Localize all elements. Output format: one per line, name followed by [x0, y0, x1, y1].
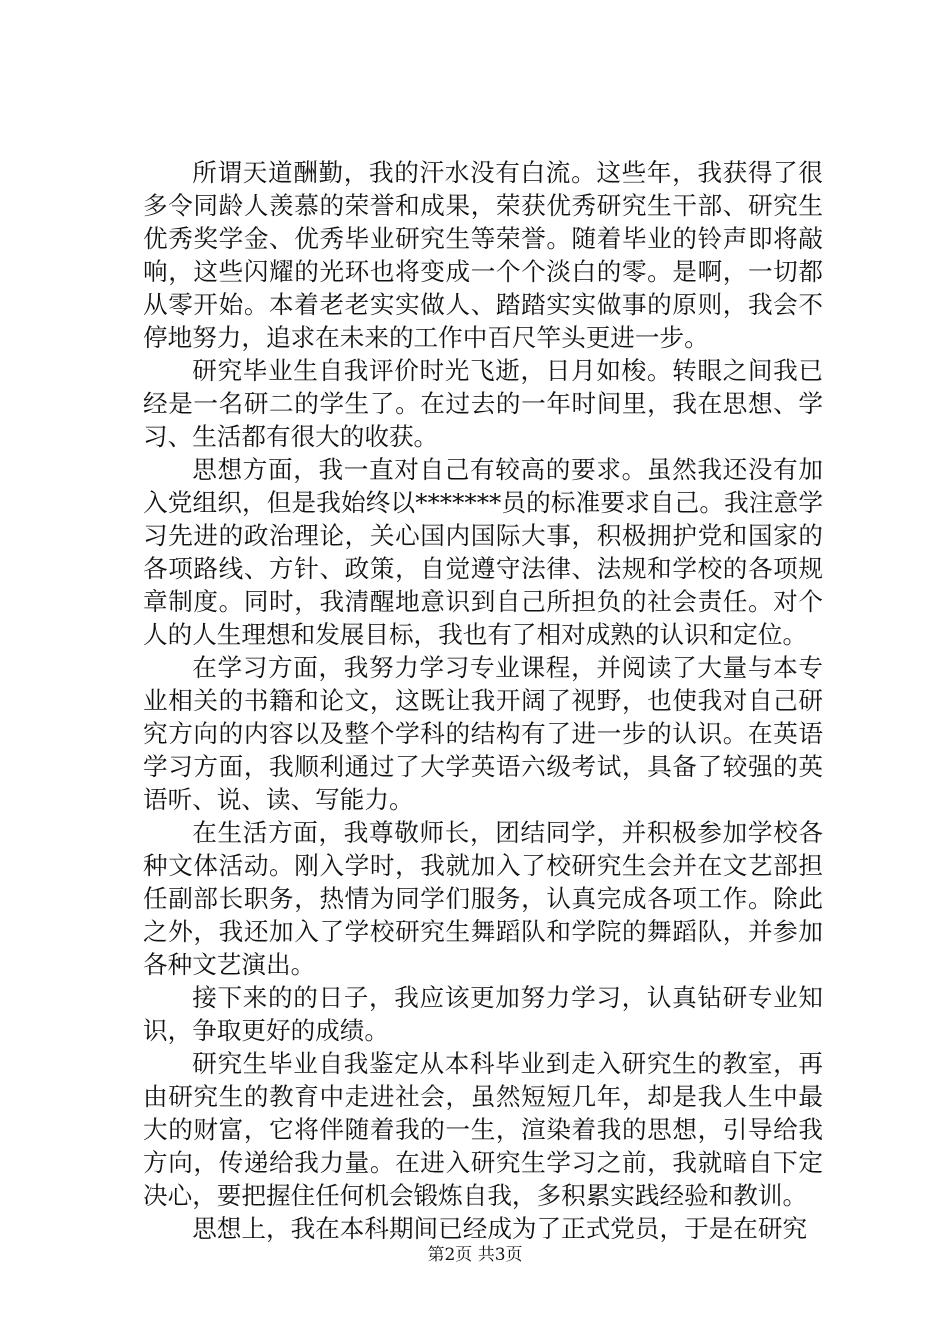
- paragraph-2: 研究毕业生自我评价时光飞逝，日月如梭。转眼之间我已经是一名研二的学生了。在过去的一年时间里，我在思想、学习、生活都有很大的收获。: [143, 356, 823, 451]
- document-body: [143, 156, 823, 1245]
- paragraph-1: 所谓天道酬勤，我的汗水没有白流。这些年，我获得了很多令同龄人羡慕的荣誉和成果，荣获优秀研究生干部、研究生优秀奖学金、优秀毕业研究生等荣誉。随着毕业的铃声即将敲响，这些闪耀的光环也将变成一个个淡白的零。是啊，一切都从零开始。本着老老实实做人、踏踏实实做事的原则，我会不停地努力，追求在未来的工作中百尺竿头更进一步。: [143, 158, 823, 352]
- paragraph-8: 思想上，我在本科期间已经成为了正式党员，于是在研究: [192, 1214, 808, 1243]
- paragraph-7: 研究生毕业自我鉴定从本科毕业到走入研究生的教室，再由研究生的教育中走进社会，虽然短短几年，却是我人生中最大的财富，它将伴随着我的一生，渲染着我的思想，引导给我方向，传递给我力量。在进入研究生学习之前，我就暗自下定决心，要把握住任何机会锻炼自我，多积累实践经验和教训。: [143, 1049, 823, 1210]
- page-number-footer: 第2页 共3页: [427, 1245, 523, 1265]
- paragraph-3: 思想方面，我一直对自己有较高的要求。虽然我还没有加入党组织，但是我始终以*******员的标准要求自己。我注意学习先进的政治理论，关心国内国际大事，积极拥护党和国家的各项路线、方针、政策，自觉遵守法律、法规和学校的各项规章制度。同时，我清醒地意识到自己所担负的社会责任。对个人的人生理想和发展目标，我也有了相对成熟的认识和定位。: [143, 455, 823, 649]
- paragraph-4: 在学习方面，我努力学习专业课程，并阅读了大量与本专业相关的书籍和论文，这既让我开阔了视野，也使我对自己研究方向的内容以及整个学科的结构有了进一步的认识。在英语学习方面，我顺利通过了大学英语六级考试，具备了较强的英语听、说、读、写能力。: [143, 653, 823, 814]
- paragraph-6: 接下来的的日子，我应该更加努力学习，认真钻研专业知识，争取更好的成绩。: [143, 983, 823, 1045]
- paragraph-5: 在生活方面，我尊敬师长，团结同学，并积极参加学校各种文体活动。刚入学时，我就加入了校研究生会并在文艺部担任副部长职务，热情为同学们服务，认真完成各项工作。除此之外，我还加入了学校研究生舞蹈队和学院的舞蹈队，并参加各种文艺演出。: [143, 818, 823, 979]
